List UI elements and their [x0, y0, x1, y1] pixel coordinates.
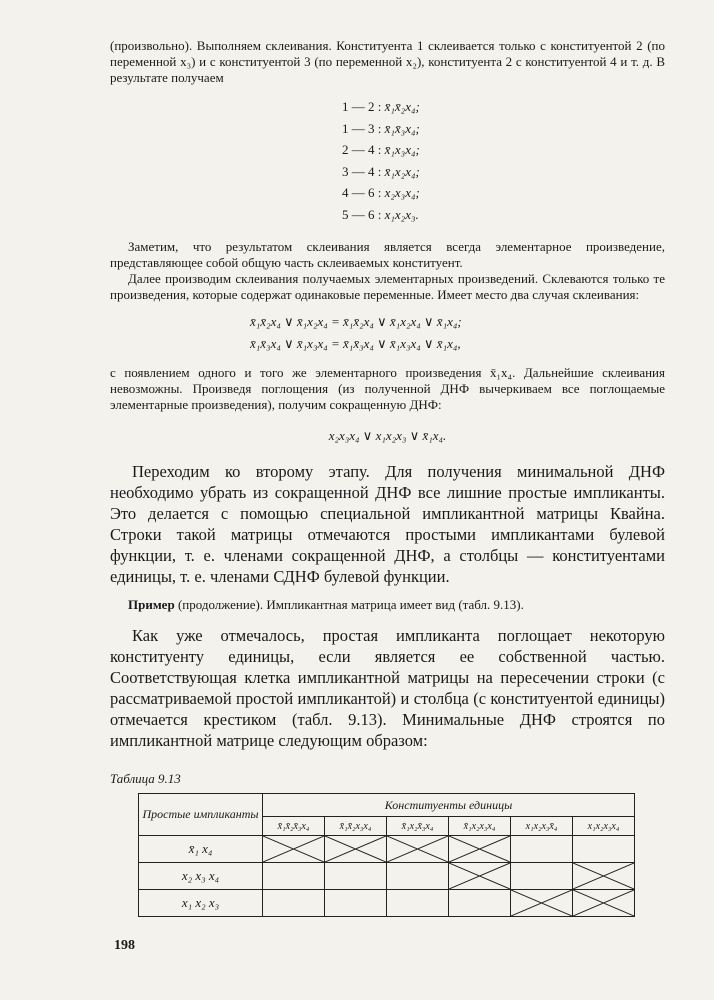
- paragraph-4: с появлением одного и того же элементарного произведения x̄₁x₄. Дальнейшие склеивания невозможны. Произведя поглощения (из полученной ДНФ вычеркиваем все поглощаемые элементарные произведения), получим сокращенную ДНФ:: [110, 365, 665, 412]
- example-label: Пример: [128, 597, 175, 612]
- gluing-pair: 1 — 2 :: [342, 99, 382, 114]
- gluing-pair: 5 — 6 :: [342, 206, 382, 222]
- page-content: [110, 38, 665, 917]
- gluing-result: [342, 182, 665, 204]
- gluing-term: x̄₁x₃x₄;: [384, 142, 420, 157]
- gluing-pair: 4 — 6 :: [342, 185, 382, 200]
- paragraph-6: Как уже отмечалось, простая импликанта поглощает некоторую конституенту единицы, если является ее собственной частью. Соответствующая клетка импликантной матрицы на пересечении строки (с рассматриваемой простой импликантой) и столбца (с конституентой единицы) отмечается крестиком (табл. 9.13). Минимальные ДНФ строятся по импликантной матрице следующим образом:: [110, 626, 665, 750]
- cross-mark-cell: [573, 890, 635, 917]
- cross-mark-cell: [511, 890, 573, 917]
- constituent-column-header: x̄₁x₂x̄₃x₄: [387, 817, 449, 836]
- cross-mark-icon: [387, 836, 448, 862]
- paragraph-3: Далее производим склеивания получаемых элементарных произведений. Склеваются только те произведения, которые содержат одинаковые переменные. Имеет место два случая склеивания:: [110, 271, 665, 302]
- constituent-column-header: x₁x₂x₃x₄: [573, 817, 635, 836]
- cross-mark-cell: [387, 836, 449, 863]
- implicant-label: x̄₁ x₄: [139, 836, 263, 863]
- upper-text: [110, 38, 665, 86]
- empty-cell: [325, 863, 387, 890]
- implicant-label: x₂ x₃ x₄: [139, 863, 263, 890]
- table-row: [139, 836, 635, 863]
- cross-mark-cell: [573, 863, 635, 890]
- table-row: [139, 863, 635, 890]
- gluing-result: [342, 204, 665, 226]
- gluing-term: x̄₁x̄₃x₄;: [384, 120, 420, 136]
- empty-cell: [449, 890, 511, 917]
- constituent-column-header: x₁x₂x₃x̄₄: [511, 817, 573, 836]
- page-number: 198: [114, 938, 135, 953]
- gluing-term: x₁x₂x₃.: [384, 206, 419, 222]
- empty-cell: [263, 890, 325, 917]
- constituent-column-header: x̄₁x̄₂x₃x₄: [325, 817, 387, 836]
- example-line: [110, 597, 665, 613]
- empty-cell: [325, 890, 387, 917]
- second-gluing-line-2: x̄₁x̄₃x₄ ∨ x̄₁x₃x₄ = x̄₁x̄₃x₄ ∨ x̄₁x₃x₄ ∨ x̄₁x₄,: [250, 336, 461, 351]
- empty-cell: [263, 863, 325, 890]
- cross-mark-cell: [449, 863, 511, 890]
- gluing-result: [342, 139, 665, 161]
- table-caption: Таблица 9.13: [110, 771, 181, 786]
- second-gluing-formulas: [250, 311, 665, 355]
- empty-cell: [511, 863, 573, 890]
- cross-mark-icon: [573, 890, 634, 916]
- cross-mark-icon: [573, 863, 634, 889]
- row-header: Простые импликанты: [139, 794, 263, 836]
- gluing-pair: 1 — 3 :: [342, 120, 382, 136]
- gluing-pair: 3 — 4 :: [342, 163, 382, 179]
- empty-cell: [511, 836, 573, 863]
- cross-mark-icon: [511, 890, 572, 916]
- implicant-label: x₁ x₂ x₃: [139, 890, 263, 917]
- cross-mark-icon: [449, 863, 510, 889]
- gluing-results-list: [342, 96, 665, 225]
- paragraph-1: (произвольно). Выполняем склеивания. Конституента 1 склеивается только с конституентой 2 (по переменной x₃) и с конституентой 3 (по переменной x₂), конституента 2 с конституентой 4 и т. д. В результате получаем: [110, 38, 665, 85]
- cross-mark-icon: [325, 836, 386, 862]
- cross-mark-icon: [449, 836, 510, 862]
- gluing-term: x₂x₃x₄;: [384, 185, 420, 200]
- second-gluing-line-1: x̄₁x̄₂x₄ ∨ x̄₁x₂x₄ = x̄₁x̄₂x₄ ∨ x̄₁x₂x₄ ∨ x̄₁x₄;: [250, 314, 462, 329]
- constituent-column-header: x̄₁x̄₂x̄₃x₄: [263, 817, 325, 836]
- paragraph-2: Заметим, что результатом склеивания является всегда элементарное произведение, представляющее собой общую часть склеиваемых конституент.: [110, 239, 665, 270]
- reduced-dnf-formula: x₂x₃x₄ ∨ x₁x₂x₃ ∨ x̄₁x₄.: [328, 428, 447, 443]
- constituent-column-header: x̄₁x₂x₃x₄: [449, 817, 511, 836]
- gluing-pair: 2 — 4 :: [342, 142, 382, 157]
- cross-mark-cell: [263, 836, 325, 863]
- gluing-term: x̄₁x̄₂x₄;: [384, 99, 420, 114]
- empty-cell: [387, 890, 449, 917]
- implicant-matrix-table: [138, 793, 635, 917]
- cross-mark-cell: [449, 836, 511, 863]
- gluing-term: x̄₁x₂x₄;: [384, 163, 420, 179]
- paragraph-5: Переходим ко второму этапу. Для получения минимальной ДНФ необходимо убрать из сокращенной ДНФ все лишние простые импликанты. Это делается с помощью специальной импликантной матрицы Квайна. Строки такой матрицы отмечаются простыми импликантами булевой функции, т. е. членами сокращенной ДНФ, а столбцы — конституентами единицы, т. е. членами СДНФ булевой функции.: [110, 462, 665, 586]
- empty-cell: [387, 863, 449, 890]
- empty-cell: [573, 836, 635, 863]
- cross-mark-cell: [325, 836, 387, 863]
- cross-mark-icon: [263, 836, 324, 862]
- gluing-result: [342, 118, 665, 140]
- column-group-header: Конституенты единицы: [263, 794, 635, 817]
- gluing-result: [342, 161, 665, 183]
- gluing-result: [342, 96, 665, 118]
- table-row: [139, 890, 635, 917]
- example-text: (продолжение). Импликантная матрица имеет вид (табл. 9.13).: [174, 597, 524, 612]
